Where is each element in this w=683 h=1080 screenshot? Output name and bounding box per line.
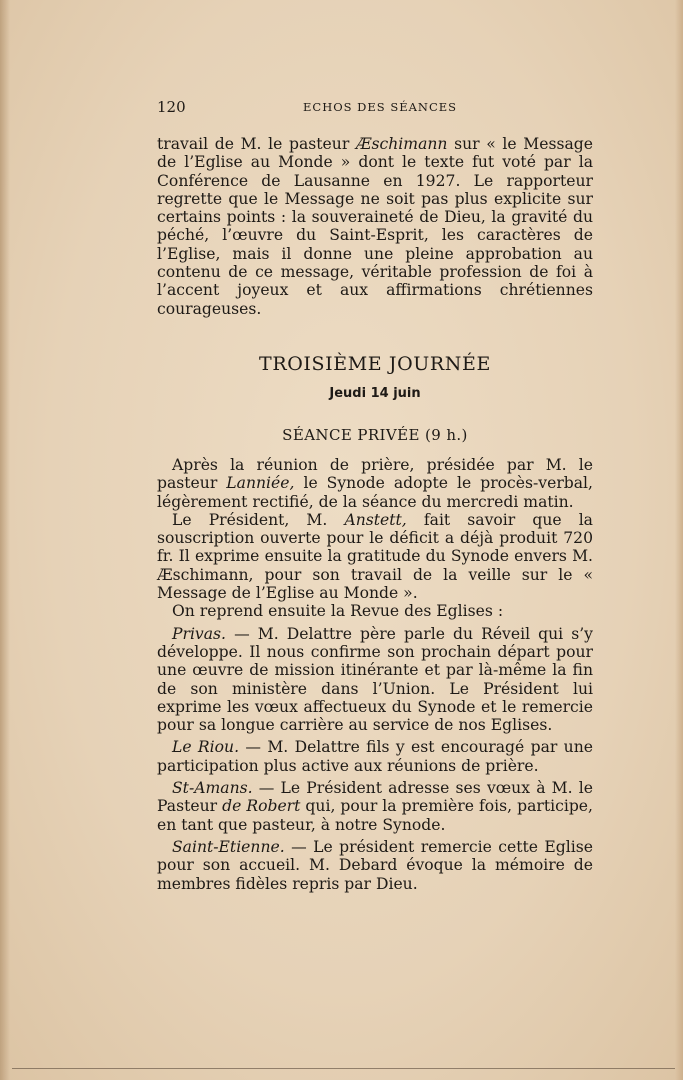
page-right-edge (675, 0, 683, 1080)
place-privas: Privas. (172, 624, 226, 643)
p2-text-b: fait savoir que la souscription ouverte pour le déficit a déjà produit 720 fr. Il exprime ensuite la gratitude du Synode envers M. Æschimann, pour son travail de la veille sur le « Message de l’Eglise au Monde ». (157, 510, 593, 603)
place-le-riou: Le Riou. (172, 738, 240, 757)
section-date: Jeudi 14 juin (329, 386, 421, 401)
p6-text-b: qui, pour la première fois, participe, en tant que pasteur, à notre Synode. (157, 797, 593, 834)
p1-text-b: le Synode adopte le procès-verbal, légèrement rectifié, de la séance du mercredi matin. (157, 474, 593, 511)
place-st-amans: St-Amans. (172, 779, 253, 798)
paragraph-priere (157, 456, 593, 511)
paragraph-le-riou (157, 738, 593, 775)
page-left-edge (0, 0, 10, 1080)
body-text (157, 456, 593, 893)
p2-name: Anstett, (344, 510, 407, 529)
page-bottom-rule (12, 1068, 675, 1069)
page-number: 120 (157, 98, 186, 116)
intro-text-b: sur « le Message de l’Eglise au Monde » dont le texte fut voté par la Conférence de Lausanne en 1927. Le rapporteur regrette que le Message ne soit pas plus explicite sur certains points : la souveraineté de Dieu, la gravité du péché, l’œuvre du Saint-Esprit, les caractères de l’Eglise, mais il donne une pleine approbation au contenu de ce message, véritable profession de foi à l’accent joyeux et aux affirmations chrétiennes courageuses. (157, 135, 593, 318)
place-saint-etienne: Saint-Etienne. (172, 837, 285, 856)
intro-text (157, 135, 593, 318)
seance-heading: SÉANCE PRIVÉE (9 h.) (282, 426, 468, 444)
intro-text-a: travail de M. le pasteur (157, 135, 356, 153)
intro-name: Æschimann (355, 135, 448, 153)
p2-text-a: Le Président, M. (172, 510, 345, 529)
section-title: TROISIÈME JOURNÉE (259, 353, 491, 375)
p1-text-a: Après la réunion de prière, présidée par M. le pasteur (157, 456, 593, 493)
intro-paragraph (157, 135, 593, 318)
paragraph-revue: On reprend ensuite la Revue des Eglises : (172, 602, 504, 621)
p7-text: — Le président remercie cette Eglise pour son accueil. M. Debard évoque la mémoire de membres fidèles repris par Dieu. (157, 837, 593, 893)
p5-text: — M. Delattre fils y est encouragé par une participation plus active aux réunions de prière. (157, 738, 593, 775)
p4-text: — M. Delattre père parle du Réveil qui s’y développe. Il nous confirme son prochain départ pour une œuvre de mission itinérante et par là-même la fin de son ministère dans l’Union. Le Président lui exprime les vœux affectueux du Synode et le remercie pour sa longue carrière au service de nos Eglises. (157, 624, 593, 735)
p6-name: de Robert (222, 797, 301, 816)
p1-name: Lanniée, (226, 474, 295, 493)
paragraph-privas (157, 625, 593, 735)
paragraph-saint-etienne (157, 838, 593, 893)
paragraph-st-amans (157, 779, 593, 834)
paragraph-president (157, 511, 593, 602)
page-header (157, 98, 593, 118)
p6-text-a: — Le Président adresse ses vœux à M. le Pasteur (157, 779, 593, 816)
running-title: ECHOS DES SÉANCES (303, 100, 458, 114)
